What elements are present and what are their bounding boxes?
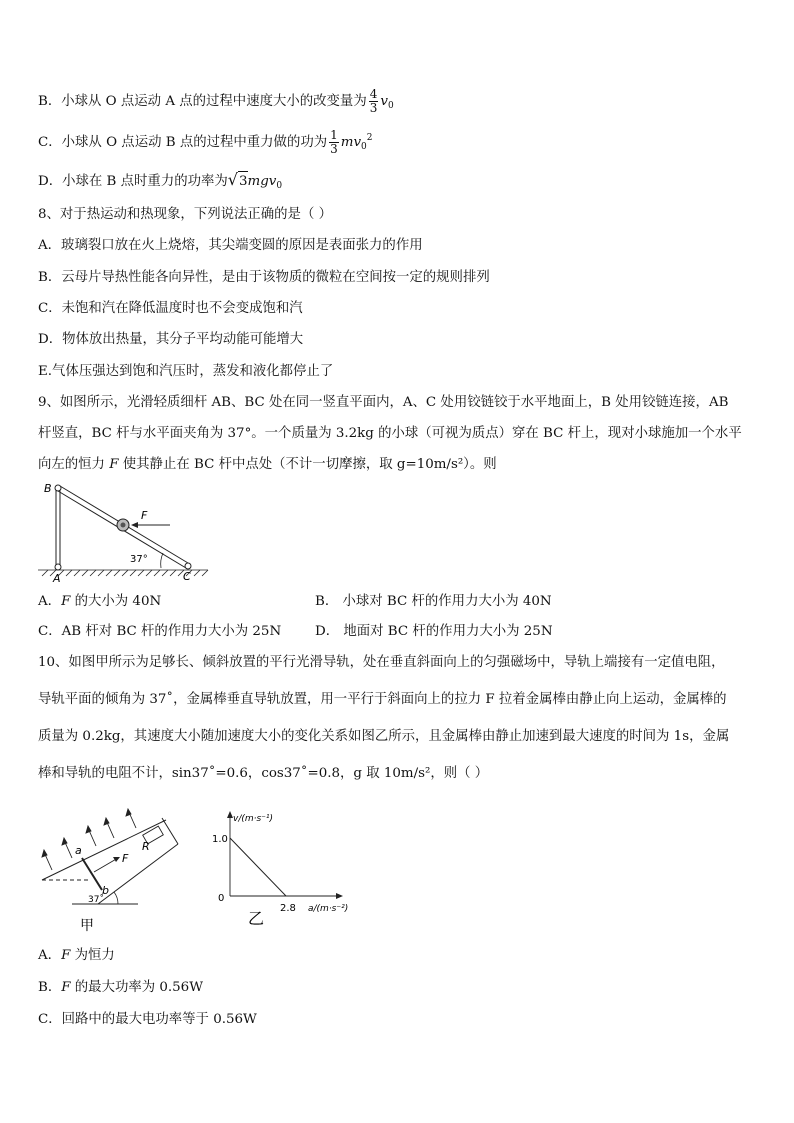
q9-stem-line3-b: 使其静止在 BC 杆中点处（不计一切摩擦，取 g=10m/s²）。则	[118, 457, 497, 472]
q8-stem: 8、对于热运动和热现象，下列说法正确的是（ ）	[38, 207, 332, 222]
q9-stem-line2: 杆竖直，BC 杆与水平面夹角为 37°。一个质量为 3.2kg 的小球（可视为质点）穿在 BC 杆上，现对小球施加一个水平	[38, 426, 742, 441]
label-a: a	[75, 844, 82, 857]
q9-stem-line1: 9、如图所示，光滑轻质细杆 AB、BC 处在同一竖直平面内，A、C 处用铰链铰于水平地面上，B 处用铰链连接，AB	[38, 395, 729, 410]
q7-option-d-text: D．小球在 B 点时重力的功率为	[38, 174, 228, 189]
q10-option-b-rest: 的最大功率为 0.56W	[70, 980, 203, 995]
q7-option-c-denominator: 3	[330, 142, 338, 156]
q7-option-d-sub: 0	[276, 181, 283, 191]
data-line	[230, 838, 286, 896]
label-b: B	[44, 482, 52, 495]
tick-x1: 2.8	[280, 903, 296, 914]
label-r: R	[142, 840, 150, 853]
q7-option-b-var: v	[380, 94, 388, 109]
q7-option-c-sub: 0	[361, 142, 367, 152]
metal-bar	[82, 858, 102, 890]
q7-option-b-sub: 0	[387, 101, 394, 111]
q9-stem-force-symbol: F	[109, 457, 119, 472]
q10-option-a-pre: A．	[38, 948, 62, 963]
force-arrowhead	[113, 857, 120, 862]
caption-b: 乙	[248, 909, 265, 928]
label-angle: 37°	[130, 554, 148, 565]
q7-option-c	[38, 128, 373, 157]
angle-arc	[161, 553, 163, 568]
q7-option-b	[38, 88, 394, 116]
q10-stem-line4: 棒和导轨的电阻不计，sin37˚=0.6，cos37˚=0.8，g 取 10m/s²，则（ ）	[38, 766, 489, 781]
q7-option-d-var: mgv	[247, 174, 277, 189]
angle-arc	[114, 892, 118, 904]
rod-ab	[56, 488, 60, 566]
x-axis-arrowhead	[336, 893, 343, 899]
hinge-b	[55, 485, 61, 491]
q10-option-b-pre: B．	[38, 980, 62, 995]
force-arrow	[94, 858, 118, 872]
force-arrowhead	[131, 522, 138, 528]
q7-option-c-numerator: 1	[330, 128, 338, 142]
q10-figure-a	[38, 808, 188, 936]
q10-figure-b	[212, 806, 362, 934]
q8-option-d: D．物体放出热量，其分子平均动能可能增大	[38, 332, 304, 347]
q9-option-a	[38, 592, 161, 612]
ball-core	[121, 523, 126, 528]
q9-option-a-pre: A．	[38, 594, 62, 609]
q9-option-a-rest: 的大小为 40N	[70, 594, 162, 609]
hinge-c	[185, 563, 191, 569]
q10-stem-line3: 质量为 0.2kg，其速度大小随加速度大小的变化关系如图乙所示，且金属棒由静止加速到最大速度的时间为 1s，金属	[38, 729, 730, 744]
rail-lower	[98, 844, 178, 904]
q8-option-a: A．玻璃裂口放在火上烧熔，其尖端变圆的原因是表面张力的作用	[38, 238, 423, 253]
q8-option-c: C．未饱和汽在降低温度时也不会变成饱和汽	[38, 301, 303, 316]
label-f: F	[141, 509, 148, 522]
tick-y1: 1.0	[212, 834, 228, 845]
q9-figure	[36, 478, 216, 584]
q8-option-e: E.气体压强达到饱和汽压时，蒸发和液化都停止了	[38, 364, 334, 379]
label-f: F	[122, 852, 129, 865]
x-axis-label: a/(m·s⁻²)	[308, 904, 349, 914]
q9-option-d: D． 地面对 BC 杆的作用力大小为 25N	[315, 624, 553, 639]
q7-option-b-denominator: 3	[369, 101, 378, 115]
q7-option-b-numerator: 4	[369, 87, 378, 101]
sqrt-symbol: √	[227, 170, 238, 189]
q10-option-a-force: F	[61, 948, 71, 963]
q7-option-c-var: mv	[340, 135, 362, 150]
q9-option-a-force: F	[61, 594, 71, 609]
q10-option-a	[38, 946, 115, 966]
q7-option-d	[38, 170, 282, 196]
tick-origin: 0	[218, 893, 225, 904]
hinge-a	[55, 564, 61, 570]
q7-option-c-text: C．小球从 O 点运动 B 点的过程中重力做的功为	[38, 135, 328, 150]
q8-option-b: B．云母片导热性能各向异性，是由于该物质的微粒在空间按一定的规则排列	[38, 270, 490, 285]
q10-stem-line2: 导轨平面的倾角为 37˚，金属棒垂直导轨放置，用一平行于斜面向上的拉力 F 拉着金属棒由静止向上运动，金属棒的	[38, 692, 727, 707]
q10-option-a-rest: 为恒力	[70, 948, 115, 963]
label-angle: 37˚	[88, 895, 104, 905]
q9-stem-line3-a: 向左的恒力	[38, 457, 110, 472]
q9-option-c: C．AB 杆对 BC 杆的作用力大小为 25N	[38, 624, 282, 639]
q10-option-b	[38, 978, 203, 998]
q7-option-c-fraction	[329, 129, 339, 156]
q7-option-c-sup: 2	[366, 133, 373, 143]
q10-stem-line1: 10、如图甲所示为足够长、倾斜放置的平行光滑导轨，处在垂直斜面向上的匀强磁场中，导轨上端接有一定值电阻，	[38, 655, 725, 670]
caption-a: 甲	[80, 918, 94, 934]
y-axis-label: v/(m·s⁻¹)	[233, 814, 274, 824]
rail-end	[162, 818, 178, 844]
q7-option-b-fraction	[369, 88, 379, 115]
q10-option-b-force: F	[61, 980, 71, 995]
q9-option-b: B． 小球对 BC 杆的作用力大小为 40N	[315, 594, 552, 609]
q7-option-b-text: B．小球从 O 点运动 A 点的过程中速度大小的改变量为	[38, 94, 367, 109]
label-b: b	[102, 884, 109, 897]
q9-stem-line3	[38, 455, 497, 475]
label-c: C	[183, 570, 191, 583]
q10-option-c: C．回路中的最大电功率等于 0.56W	[38, 1012, 257, 1027]
q7-option-d-radicand: 3	[238, 171, 248, 192]
label-a: A	[53, 572, 61, 584]
